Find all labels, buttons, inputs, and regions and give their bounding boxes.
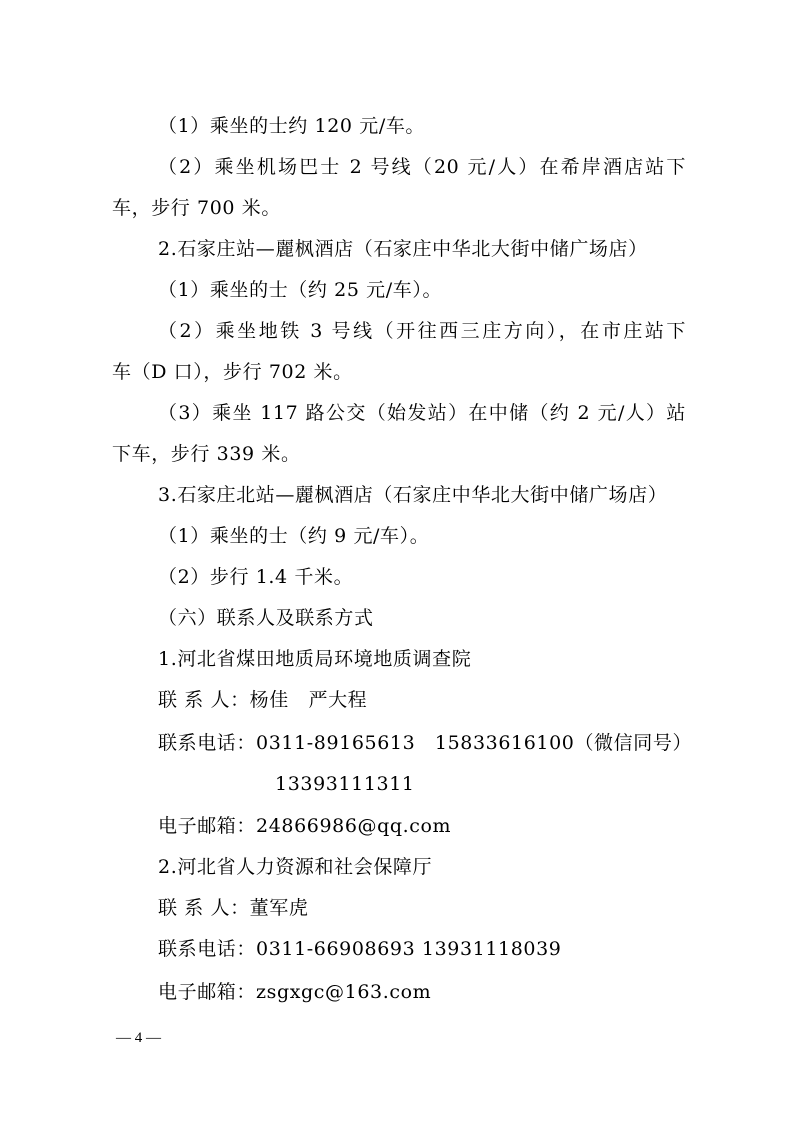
route-2-metro-cont: 车（D 口），步行 702 米。 [112,361,353,383]
contact-1-person: 联 系 人：杨佳 严大程 [158,689,368,711]
airport-bus-line-cont: 车，步行 700 米。 [112,197,281,219]
contact-2-email: 电子邮箱：zsgxgc@163.com [158,981,432,1003]
route-2-metro: （2）乘坐地铁 3 号线（开往西三庄方向），在市庄站下 [158,320,686,342]
contact-1-email: 电子邮箱：24866986@qq.com [158,815,452,837]
contact-2-org: 2.河北省人力资源和社会保障厅 [158,856,433,878]
route-2-taxi: （1）乘坐的士（约 25 元/车）。 [158,279,443,301]
contact-1-phone-extra: 13393111311 [275,773,415,795]
route-3-heading: 3.石家庄北站—麗枫酒店（石家庄中华北大街中储广场店） [158,484,668,506]
contacts-section-heading: （六）联系人及联系方式 [158,607,374,629]
taxi-airport-line: （1）乘坐的士约 120 元/车。 [158,115,426,137]
page-number: — 4 — [116,1030,161,1046]
route-2-bus-cont: 下车，步行 339 米。 [112,443,301,465]
contact-1-org: 1.河北省煤田地质局环境地质调查院 [158,648,472,670]
route-3-walk: （2）步行 1.4 千米。 [158,566,354,588]
contact-1-phone: 联系电话：0311-89165613 15833616100（微信同号） [158,732,693,754]
route-2-heading: 2.石家庄站—麗枫酒店（石家庄中华北大街中储广场店） [158,238,648,260]
route-3-taxi: （1）乘坐的士（约 9 元/车）。 [158,525,430,547]
route-2-bus: （3）乘坐 117 路公交（始发站）在中储（约 2 元/人）站 [158,402,686,424]
airport-bus-line: （2）乘坐机场巴士 2 号线（20 元/人）在希岸酒店站下 [158,156,686,178]
contact-2-person: 联 系 人：董军虎 [158,897,309,919]
contact-2-phone: 联系电话：0311-66908693 13931118039 [158,938,562,960]
